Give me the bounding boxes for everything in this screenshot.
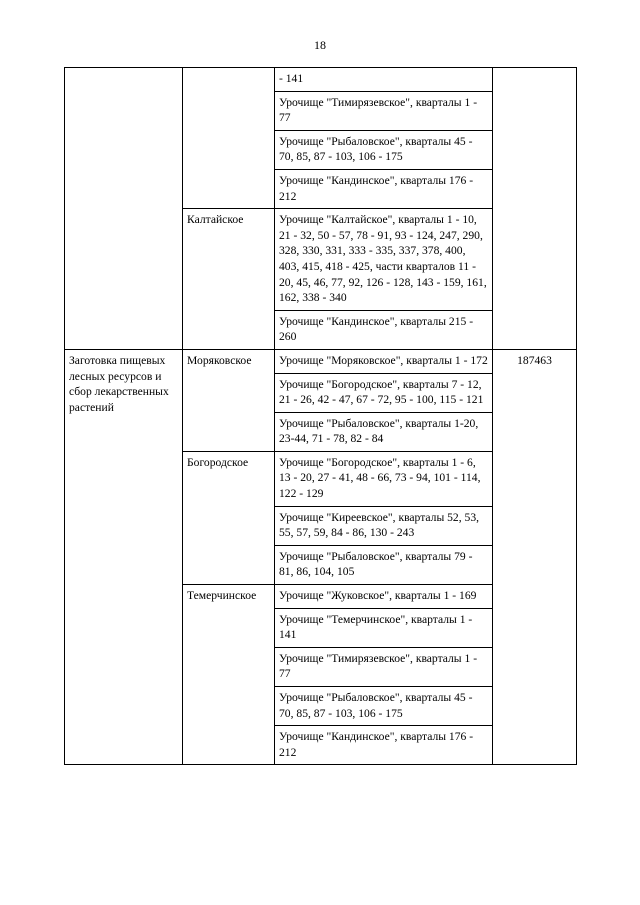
table-row xyxy=(65,68,577,92)
forest-tracts-table xyxy=(64,67,577,765)
district-cell: Темерчинское xyxy=(183,585,275,765)
district-cell xyxy=(183,68,275,209)
tract-cell: Урочище "Кандинское", кварталы 215 - 260 xyxy=(275,310,493,349)
tract-cell: Урочище "Тимирязевское", кварталы 1 - 77 xyxy=(275,91,493,130)
district-cell: Калтайское xyxy=(183,209,275,350)
tract-cell: Урочище "Моряковское", кварталы 1 - 172 xyxy=(275,349,493,373)
tract-cell: Урочище "Жуковское", кварталы 1 - 169 xyxy=(275,585,493,609)
activity-cell xyxy=(65,68,183,350)
area-cell xyxy=(493,68,577,350)
tract-cell: Урочище "Калтайское", кварталы 1 - 10, 21 - 32, 50 - 57, 78 - 91, 93 - 124, 247, 290, 328, 330, 331, 333 - 335, 337, 378, 400, 403, 415, 418 - 425, части кварталов 11 - 20, 45, 46, 77, 92, 126 - 128, 143 - 159, 161, 162, 338 - 340 xyxy=(275,209,493,311)
activity-cell: Заготовка пищевых лесных ресурсов и сбор лекарственных растений xyxy=(65,349,183,764)
tract-cell: Урочище "Рыбаловское", кварталы 79 - 81, 86, 104, 105 xyxy=(275,545,493,584)
tract-cell: Урочище "Тимирязевское", кварталы 1 - 77 xyxy=(275,647,493,686)
tract-cell: Урочище "Рыбаловское", кварталы 1-20, 23-44, 71 - 78, 82 - 84 xyxy=(275,412,493,451)
tract-cell: Урочище "Рыбаловское", кварталы 45 - 70, 85, 87 - 103, 106 - 175 xyxy=(275,130,493,169)
tract-cell: Урочище "Кандинское", кварталы 176 - 212 xyxy=(275,169,493,208)
tract-cell: Урочище "Рыбаловское", кварталы 45 - 70, 85, 87 - 103, 106 - 175 xyxy=(275,687,493,726)
district-cell: Богородское xyxy=(183,451,275,584)
tract-cell: Урочище "Киреевское", кварталы 52, 53, 55, 57, 59, 84 - 86, 130 - 243 xyxy=(275,506,493,545)
page-number: 18 xyxy=(314,38,326,52)
tract-cell: Урочище "Богородское", кварталы 7 - 12, 21 - 26, 42 - 47, 67 - 72, 95 - 100, 115 - 121 xyxy=(275,373,493,412)
tract-cell: Урочище "Кандинское", кварталы 176 - 212 xyxy=(275,726,493,765)
tract-cell: Урочище "Темерчинское", кварталы 1 - 141 xyxy=(275,608,493,647)
table-row xyxy=(65,349,577,373)
area-cell: 187463 xyxy=(493,349,577,764)
tract-cell: - 141 xyxy=(275,68,493,92)
tract-cell: Урочище "Богородское", кварталы 1 - 6, 13 - 20, 27 - 41, 48 - 66, 73 - 94, 101 - 114, 122 - 129 xyxy=(275,451,493,506)
district-cell: Моряковское xyxy=(183,349,275,451)
